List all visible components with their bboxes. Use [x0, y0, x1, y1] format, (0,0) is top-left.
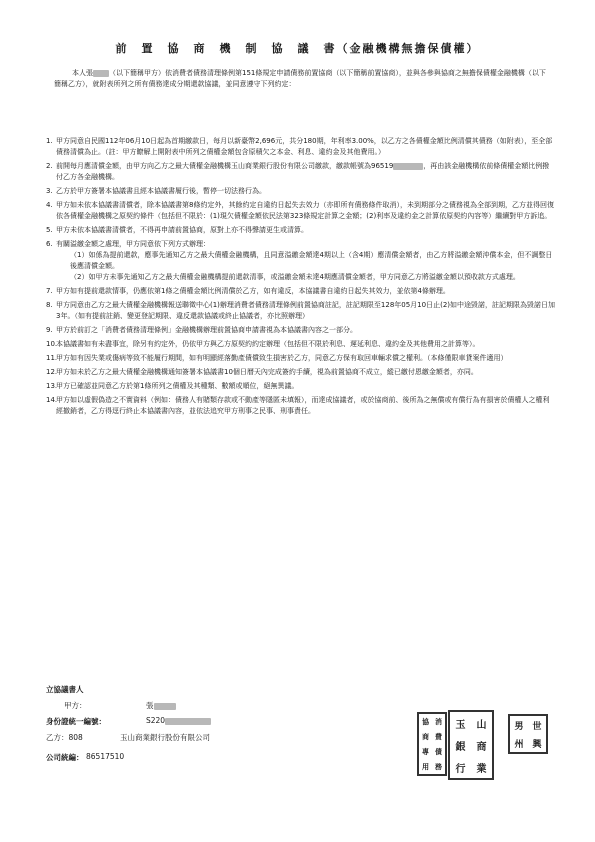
clause-12: 12. 甲方如未於乙方之最大債權金融機構通知簽署本協議書10個日曆天內完成簽約手續，視為前置協商不成立，縱已繳付恩繳金額者，亦同。 [46, 368, 478, 376]
clause-8: 8. 甲方同意由乙方之最大債權金融機構報送聯徵中心(1)辦理消費者債務清理條例前置協商註記，註記期限至128年05月10日止(2)如中途毀諾，註記期限為毀諾日加3年。（如有提前註銷、變更登記期限、違反還款協議或終止協議者，亦比照辦理） [46, 301, 556, 320]
clause-13: 13. 甲方已確認並同意乙方於第1條所列之債權及其種類、數額或順位，絕無異議。 [46, 382, 299, 390]
redacted-account [393, 163, 423, 170]
party-a-name: 張 [146, 700, 176, 711]
redacted-name [93, 70, 109, 77]
preamble-start: 本人張 [72, 69, 93, 77]
tax-id-value: 86517510 [86, 752, 125, 761]
clause-5: 5. 甲方未依本協議書清償者，不得再申請前置協商，原對上亦不得聲請更生或清算。 [46, 226, 308, 234]
preamble [54, 68, 552, 90]
clause-list [46, 136, 556, 420]
clause-11: 11. 甲方如有因失業或傷病等致不能履行期間，如有明顯經落勤產債償致生損害於乙方，同意乙方保有取回車輛求償之權利。（本條僅限車貸案件適用） [46, 354, 508, 362]
clause-1: 1. 甲方同意自民國112年06月10日起為首期繳款日，每月以新臺幣2,696元，共分180期，年利率3.00%，以乙方之各債權金額比例清償其債務（如附表），至全部債務清償為止。（註：甲方瞭解上開附表中所列之債權金額包含原積欠之本金、利息、違約金及其他費用。） [46, 137, 553, 156]
redacted-party-a-name [154, 703, 176, 710]
party-b-name: 玉山商業銀行股份有限公司 [120, 733, 210, 742]
signatories-heading: 立協議書人 [46, 685, 84, 694]
clause-2: 2. 前開每月應清償金額，由甲方向乙方之最大債權金融機構玉山商業銀行股份有限公司繳款，繳款帳號為96519 ，再由該金融機構依前條債權金額比例撥付乙方各金融機構。 [46, 162, 550, 181]
tax-id-label: 公司統編： [46, 753, 84, 762]
id-value: S220 [146, 716, 211, 725]
id-label: 身份證統一編號： [46, 717, 106, 726]
clause-3: 3. 乙方於甲方簽署本協議書且經本協議書履行後，暫停一切法務行為。 [46, 187, 266, 195]
party-b-label: 乙方：808 [46, 733, 83, 742]
clause-6-sub-2: （2）如甲方未事先通知乙方之最大債權金融機構提前還款清事，或溢繳金額未達4期應清償金額者，甲方同意乙方將溢繳金額以預收款方式處理。 [70, 273, 520, 281]
redacted-id [165, 718, 211, 725]
clause-10: 10. 本協議書如有未盡事宜，除另有約定外，仍依甲方與乙方原契約約定辦理（包括但不限於利息、遲延利息、違約金及其他費用之計算等）。 [46, 340, 480, 348]
clause-4: 4. 甲方如未依本協議書清償者，除本協議書第8條約定外，其餘約定自違約日起失去效力（亦即所有債務條件取消），未到期部分之債務視為全部到期，乙方並得回復依各債權金融機構之原契約條件（包括但不限於：(1)現欠債權金額依民法第323條規定計算之金額；(2)利率及違約金之計算依原契約內容等）繼續對甲方訴追。 [46, 201, 554, 220]
clause-9: 9. 甲方於前訂之「消費者債務清理條例」金融機構辦理前置協商申請書視為本協議書內容之一部分。 [46, 326, 357, 334]
preamble-rest: （以下簡稱甲方）依消費者債務清理條例第151條規定申請債務前置協商（以下簡稱前置協商），並與各參與協商之無擔保債權金融機構（以下簡稱乙方），就附表所列之所有債務達成分期還款協議，並同意遵守下列約定： [54, 69, 546, 88]
consumer-debt-seal: 協 消 商 費 專 債 用 務 [417, 712, 447, 776]
document-title: 前 置 協 商 機 制 協 議 書（金融機構無擔保債權） [115, 42, 480, 55]
bank-company-seal: 玉 山 銀 商 行 業 [448, 710, 494, 780]
representative-seal: 男 世 州 興 [508, 714, 548, 754]
clause-14: 14. 甲方如以虛假偽造之不實資料（例如：債務人有賭類存款或不動產等隱匿未填報），而達成協議者，或於協商前、後所為之無償或有償行為有損害於債權人之權利經撤銷者，乙方得逕行終止本協議書內容，並依法追究甲方刑事之民事、刑事責任。 [46, 396, 550, 415]
clause-6-sub-1: （1）如係為提前還款，應事先通知乙方之最大債權金融機構，且同意溢繳金額達4期以上（含4期）應清償金額者，由乙方將溢繳金額沖償本金，但不調整日後應清償金額。 [70, 251, 553, 270]
clause-6: 6. 有關溢繳金額之處理，甲方同意依下列方式辦理： （1）如係為提前還款，應事先通知乙方之最大債權金融機構，且同意溢繳金額達4期以上（含4期）應清償金額者，由乙方將溢繳金額沖償本金，但不調整日後應清償金額。 （2）如甲方未事先通知乙方之最大債權金融機構提前還款清事，或溢繳金額未達4期應清償金額者，甲方同意乙方將溢繳金額以預收款方式處理。 [46, 239, 556, 283]
party-a-label: 甲方： [64, 701, 87, 710]
clause-7: 7. 甲方如有提前還款情事，仍應依第1條之債權金額比例清償於乙方，如有違反，本協議書自違約日起失其效力，並依第4條辦理。 [46, 287, 450, 295]
